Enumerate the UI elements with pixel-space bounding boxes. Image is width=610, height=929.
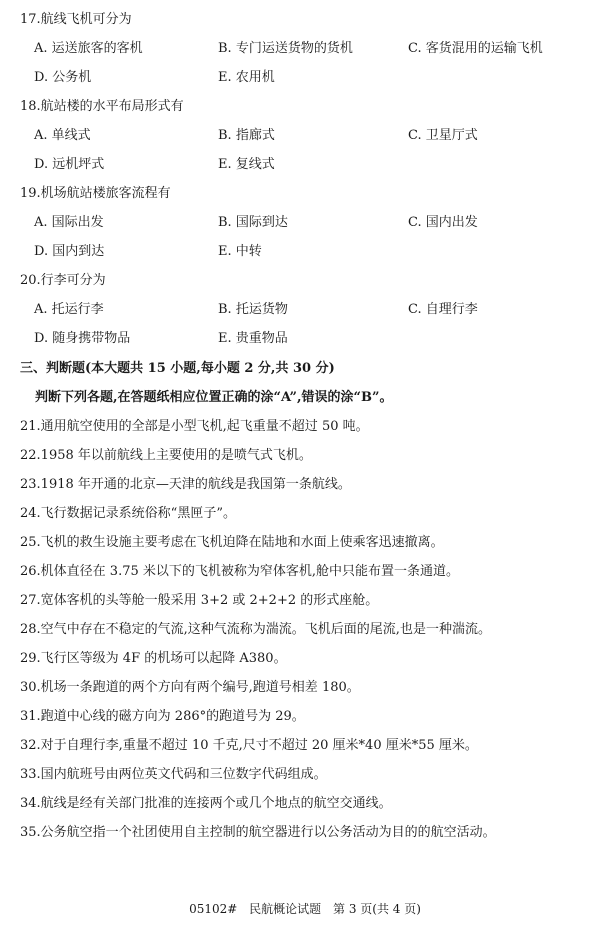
- question-17-option-e: E. 农用机: [218, 70, 275, 85]
- question-17-option-a: A. 运送旅客的客机: [34, 41, 143, 56]
- question-19-option-b: B. 国际到达: [218, 215, 288, 230]
- question-18-title: 18.航站楼的水平布局形式有: [20, 99, 184, 114]
- footer-page-number: 第 3 页(共 4 页): [333, 902, 421, 916]
- question-24: 24.飞行数据记录系统俗称“黑匣子”。: [20, 506, 236, 521]
- question-30: 30.机场一条跑道的两个方向有两个编号,跑道号相差 180。: [20, 680, 360, 695]
- question-17-title: 17.航线飞机可分为: [20, 12, 132, 27]
- question-20-option-a: A. 托运行李: [34, 302, 104, 317]
- question-20-title: 20.行李可分为: [20, 273, 106, 288]
- footer-subject: 民航概论试题: [249, 902, 322, 916]
- question-20-option-c: C. 自理行李: [408, 302, 478, 317]
- question-19-option-e: E. 中转: [218, 244, 262, 259]
- question-17-option-d: D. 公务机: [34, 70, 92, 85]
- question-28: 28.空气中存在不稳定的气流,这种气流称为湍流。飞机后面的尾流,也是一种湍流。: [20, 622, 491, 637]
- question-19-option-c: C. 国内出发: [408, 215, 478, 230]
- question-19-option-d: D. 国内到达: [34, 244, 105, 259]
- question-20-option-b: B. 托运货物: [218, 302, 288, 317]
- question-20-option-d: D. 随身携带物品: [34, 331, 131, 346]
- question-34: 34.航线是经有关部门批准的连接两个或几个地点的航空交通线。: [20, 796, 392, 811]
- question-33: 33.国内航班号由两位英文代码和三位数字代码组成。: [20, 767, 327, 782]
- question-29: 29.飞行区等级为 4F 的机场可以起降 A380。: [20, 651, 287, 666]
- question-22: 22.1958 年以前航线上主要使用的是喷气式飞机。: [20, 448, 312, 463]
- footer-exam-code: 05102#: [189, 902, 238, 916]
- question-35: 35.公务航空指一个社团使用自主控制的航空器进行以公务活动为目的的航空活动。: [20, 825, 496, 840]
- question-20-option-e: E. 贵重物品: [218, 331, 288, 346]
- question-18-option-b: B. 指廊式: [218, 128, 275, 143]
- question-19-option-a: A. 国际出发: [34, 215, 104, 230]
- question-18-option-c: C. 卫星厅式: [408, 128, 478, 143]
- section-3-instruction: 判断下列各题,在答题纸相应位置正确的涂“A”,错误的涂“B”。: [35, 390, 393, 405]
- question-18-option-d: D. 远机坪式: [34, 157, 105, 172]
- question-21: 21.通用航空使用的全部是小型飞机,起飞重量不超过 50 吨。: [20, 419, 369, 434]
- question-17-option-b: B. 专门运送货物的货机: [218, 41, 353, 56]
- question-18-option-e: E. 复线式: [218, 157, 275, 172]
- question-31: 31.跑道中心线的磁方向为 286°的跑道号为 29。: [20, 709, 305, 724]
- question-23: 23.1918 年开通的北京—天津的航线是我国第一条航线。: [20, 477, 351, 492]
- question-19-title: 19.机场航站楼旅客流程有: [20, 186, 171, 201]
- question-26: 26.机体直径在 3.75 米以下的飞机被称为窄体客机,舱中只能布置一条通道。: [20, 564, 460, 579]
- question-25: 25.飞机的救生设施主要考虑在飞机迫降在陆地和水面上使乘客迅速撤离。: [20, 535, 444, 550]
- section-3-title: 三、判断题(本大题共 15 小题,每小题 2 分,共 30 分): [20, 361, 335, 376]
- question-18-option-a: A. 单线式: [34, 128, 91, 143]
- question-17-option-c: C. 客货混用的运输飞机: [408, 41, 543, 56]
- page-footer: [0, 900, 610, 918]
- question-27: 27.宽体客机的头等舱一般采用 3+2 或 2+2+2 的形式座舱。: [20, 593, 379, 608]
- question-32: 32.对于自理行李,重量不超过 10 千克,尺寸不超过 20 厘米*40 厘米*55 厘米。: [20, 738, 478, 753]
